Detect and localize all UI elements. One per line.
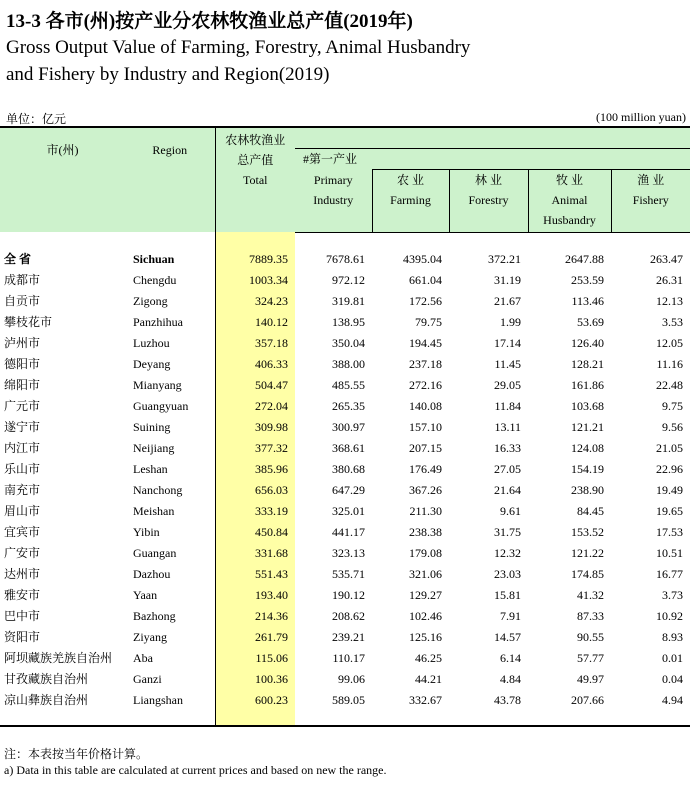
- cell-fishery: 10.92: [656, 608, 683, 623]
- cell-animal: 124.08: [571, 440, 604, 455]
- cell-forestry: 43.78: [494, 692, 521, 707]
- cell-cn: 攀枝花市: [4, 314, 53, 329]
- cell-farming: 179.08: [409, 545, 442, 560]
- cell-farming: 102.46: [409, 608, 442, 623]
- cell-total: 377.32: [215, 438, 295, 459]
- cell-forestry: 6.14: [500, 650, 521, 665]
- header-total: [215, 127, 295, 232]
- blank-cell: [611, 711, 690, 726]
- cell-farming: 140.08: [409, 398, 442, 413]
- cell-primary: 380.68: [332, 461, 365, 476]
- cell-forestry: 29.05: [494, 377, 521, 392]
- cell-total: 333.19: [215, 501, 295, 522]
- cell-farming: 125.16: [409, 629, 442, 644]
- cell-primary: 972.12: [332, 272, 365, 287]
- cell-en: Chengdu: [133, 272, 177, 287]
- cell-primary: 7678.61: [326, 251, 365, 266]
- header-primary: [295, 170, 372, 233]
- table-row: [0, 627, 690, 648]
- cell-animal: 113.46: [571, 293, 604, 308]
- cell-farming: 44.21: [415, 671, 442, 686]
- table-title-en-line1: Gross Output Value of Farming, Forestry, Animal Husbandry: [6, 37, 471, 58]
- cell-farming: 321.06: [409, 566, 442, 581]
- cell-animal: 154.19: [571, 461, 604, 476]
- header-primary-group-label: #第一产业: [303, 152, 358, 166]
- blank-cell: [125, 232, 215, 249]
- cell-fishery: 12.13: [656, 293, 683, 308]
- table-row: [0, 354, 690, 375]
- cell-forestry: 7.91: [500, 608, 521, 623]
- cell-primary: 441.17: [332, 524, 365, 539]
- cell-forestry: 16.33: [494, 440, 521, 455]
- table-row: [0, 417, 690, 438]
- cell-cn: 遂宁市: [4, 419, 41, 434]
- table-row: [0, 606, 690, 627]
- cell-fishery: 0.04: [662, 671, 683, 686]
- footnote-en: a) Data in this table are calculated at current prices and based on new the range.: [4, 763, 387, 777]
- cell-en: Ganzi: [133, 671, 162, 686]
- cell-forestry: 21.64: [494, 482, 521, 497]
- cell-total: 406.33: [215, 354, 295, 375]
- cell-forestry: 9.61: [500, 503, 521, 518]
- cell-en: Yibin: [133, 524, 160, 539]
- header-fishery: [611, 170, 690, 233]
- header-forestry: [449, 170, 528, 233]
- cell-animal: 121.22: [571, 545, 604, 560]
- header-forestry-cn: 林 业: [474, 173, 502, 187]
- cell-en: Neijiang: [133, 440, 175, 455]
- cell-total: 357.18: [215, 333, 295, 354]
- cell-cn: 成都市: [4, 272, 41, 287]
- cell-forestry: 15.81: [494, 587, 521, 602]
- cell-fishery: 10.51: [656, 545, 683, 560]
- cell-total: 100.36: [215, 669, 295, 690]
- blank-cell: [0, 711, 125, 726]
- cell-farming: 194.45: [409, 335, 442, 350]
- cell-cn: 阿坝藏族羌族自治州: [4, 650, 113, 665]
- cell-farming: 207.15: [409, 440, 442, 455]
- unit-label-en: (100 million yuan): [596, 110, 686, 124]
- spacer-row: [0, 232, 690, 249]
- cell-total: 115.06: [215, 648, 295, 669]
- cell-animal: 153.52: [571, 524, 604, 539]
- cell-animal: 174.85: [571, 566, 604, 581]
- header-animal-cn: 牧 业: [555, 173, 583, 187]
- blank-cell: [215, 232, 295, 249]
- cell-primary: 110.17: [332, 650, 365, 665]
- cell-en: Guangan: [133, 545, 177, 560]
- cell-cn: 乐山市: [4, 461, 41, 476]
- cell-en: Yaan: [133, 587, 158, 602]
- cell-forestry: 31.75: [494, 524, 521, 539]
- cell-primary: 647.29: [332, 482, 365, 497]
- cell-fishery: 19.49: [656, 482, 683, 497]
- cell-animal: 57.77: [577, 650, 604, 665]
- blank-cell: [611, 232, 690, 249]
- table-title-en-line2: and Fishery by Industry and Region(2019): [6, 64, 330, 85]
- header-animal: [528, 170, 611, 233]
- cell-total: 1003.34: [215, 270, 295, 291]
- blank-cell: [295, 711, 372, 726]
- cell-primary: 368.61: [332, 440, 365, 455]
- cell-fishery: 8.93: [662, 629, 683, 644]
- cell-total: 551.43: [215, 564, 295, 585]
- cell-fishery: 9.75: [662, 398, 683, 413]
- cell-fishery: 26.31: [656, 272, 683, 287]
- cell-fishery: 17.53: [656, 524, 683, 539]
- cell-en: Ziyang: [133, 629, 167, 644]
- cell-farming: 172.56: [409, 293, 442, 308]
- cell-animal: 253.59: [571, 272, 604, 287]
- cell-primary: 350.04: [332, 335, 365, 350]
- cell-primary: 388.00: [332, 356, 365, 371]
- table-row: [0, 648, 690, 669]
- cell-total: 272.04: [215, 396, 295, 417]
- cell-forestry: 21.67: [494, 293, 521, 308]
- table-row: [0, 690, 690, 711]
- cell-animal: 49.97: [577, 671, 604, 686]
- cell-fishery: 19.65: [656, 503, 683, 518]
- cell-cn: 凉山彝族自治州: [4, 692, 89, 707]
- cell-forestry: 14.57: [494, 629, 521, 644]
- cell-cn: 自贡市: [4, 293, 41, 308]
- cell-primary: 190.12: [332, 587, 365, 602]
- cell-forestry: 372.21: [488, 251, 521, 266]
- cell-fishery: 3.73: [662, 587, 683, 602]
- cell-total: 193.40: [215, 585, 295, 606]
- header-farming-en: Farming: [390, 193, 431, 207]
- cell-total: 450.84: [215, 522, 295, 543]
- cell-cn: 广安市: [4, 545, 41, 560]
- cell-fishery: 22.48: [656, 377, 683, 392]
- blank-cell: [372, 711, 449, 726]
- cell-forestry: 4.84: [500, 671, 521, 686]
- blank-cell: [449, 711, 528, 726]
- cell-primary: 99.06: [338, 671, 365, 686]
- cell-farming: 79.75: [415, 314, 442, 329]
- header-animal-en-line1: Animal: [551, 193, 588, 207]
- header-region: [125, 127, 215, 232]
- header-total-cn-line2: 总产值: [237, 153, 274, 167]
- cell-animal: 121.21: [571, 419, 604, 434]
- cell-fishery: 4.94: [662, 692, 683, 707]
- table-row: [0, 543, 690, 564]
- cell-farming: 4395.04: [403, 251, 442, 266]
- cell-fishery: 16.77: [656, 566, 683, 581]
- cell-en: Deyang: [133, 356, 171, 371]
- cell-fishery: 22.96: [656, 461, 683, 476]
- cell-farming: 238.38: [409, 524, 442, 539]
- header-primary-en-line1: Primary: [313, 172, 353, 187]
- table-row: [0, 312, 690, 333]
- cell-cn: 达州市: [4, 566, 41, 581]
- table-row: [0, 438, 690, 459]
- output-value-table: [0, 126, 690, 727]
- cell-farming: 272.16: [409, 377, 442, 392]
- cell-primary: 485.55: [332, 377, 365, 392]
- cell-en: Luzhou: [133, 335, 170, 350]
- cell-forestry: 23.03: [494, 566, 521, 581]
- cell-fishery: 11.16: [656, 356, 683, 371]
- table-row: [0, 501, 690, 522]
- cell-farming: 661.04: [409, 272, 442, 287]
- cell-primary: 535.71: [332, 566, 365, 581]
- cell-cn: 南充市: [4, 482, 41, 497]
- cell-total: 504.47: [215, 375, 295, 396]
- table-title-cn: 13-3 各市(州)按产业分农林牧渔业总产值(2019年): [6, 11, 413, 32]
- cell-en: Liangshan: [133, 692, 183, 707]
- blank-cell: [0, 232, 125, 249]
- cell-primary: 319.81: [332, 293, 365, 308]
- cell-en: Meishan: [133, 503, 175, 518]
- header-fishery-en: Fishery: [632, 193, 669, 207]
- header-farming-cn: 农 业: [396, 173, 424, 187]
- table-row: [0, 270, 690, 291]
- cell-total: 331.68: [215, 543, 295, 564]
- blank-cell: [449, 232, 528, 249]
- table-row: [0, 669, 690, 690]
- cell-total: 656.03: [215, 480, 295, 501]
- header-animal-en-line2: Husbandry: [543, 213, 596, 227]
- cell-fishery: 12.05: [656, 335, 683, 350]
- blank-cell: [215, 711, 295, 726]
- cell-total: 324.23: [215, 291, 295, 312]
- cell-farming: 176.49: [409, 461, 442, 476]
- table-row: [0, 480, 690, 501]
- cell-forestry: 13.11: [494, 419, 521, 434]
- cell-cn: 雅安市: [4, 587, 41, 602]
- cell-en: Suining: [133, 419, 171, 434]
- cell-animal: 126.40: [571, 335, 604, 350]
- cell-forestry: 17.14: [494, 335, 521, 350]
- cell-en: Mianyang: [133, 377, 182, 392]
- cell-en: Sichuan: [133, 251, 175, 266]
- cell-animal: 90.55: [577, 629, 604, 644]
- header-primary-en-line2: Industry: [313, 192, 354, 207]
- unit-label-cn: 单位：亿元: [6, 112, 67, 126]
- cell-total: 214.36: [215, 606, 295, 627]
- header-top-blank: [295, 127, 690, 149]
- header-total-cn-line1: 农林牧渔业: [225, 133, 286, 147]
- cell-cn: 巴中市: [4, 608, 41, 623]
- cell-farming: 46.25: [415, 650, 442, 665]
- table-row: [0, 333, 690, 354]
- cell-farming: 129.27: [409, 587, 442, 602]
- table-row: [0, 522, 690, 543]
- header-city-cn: [0, 127, 125, 232]
- cell-forestry: 31.19: [494, 272, 521, 287]
- cell-animal: 128.21: [571, 356, 604, 371]
- cell-fishery: 3.53: [662, 314, 683, 329]
- cell-cn: 资阳市: [4, 629, 41, 644]
- cell-animal: 87.33: [577, 608, 604, 623]
- cell-cn: 泸州市: [4, 335, 41, 350]
- cell-fishery: 263.47: [650, 251, 683, 266]
- cell-animal: 103.68: [571, 398, 604, 413]
- cell-en: Dazhou: [133, 566, 171, 581]
- cell-total: 261.79: [215, 627, 295, 648]
- cell-en: Guangyuan: [133, 398, 189, 413]
- table-row: [0, 375, 690, 396]
- table-row: [0, 249, 690, 270]
- cell-en: Bazhong: [133, 608, 176, 623]
- cell-cn: 眉山市: [4, 503, 41, 518]
- table-row: [0, 291, 690, 312]
- cell-forestry: 27.05: [494, 461, 521, 476]
- header-total-en: Total: [243, 173, 268, 187]
- blank-cell: [528, 711, 611, 726]
- cell-primary: 239.21: [332, 629, 365, 644]
- table-body: [0, 232, 690, 726]
- cell-cn: 内江市: [4, 440, 41, 455]
- cell-primary: 208.62: [332, 608, 365, 623]
- cell-primary: 265.35: [332, 398, 365, 413]
- cell-farming: 367.26: [409, 482, 442, 497]
- cell-forestry: 12.32: [494, 545, 521, 560]
- cell-forestry: 11.84: [494, 398, 521, 413]
- header-row-1: [0, 127, 690, 149]
- bottom-pad-row: [0, 711, 690, 726]
- cell-en: Nanchong: [133, 482, 183, 497]
- header-city-cn-label: 市(州): [46, 143, 79, 157]
- cell-primary: 138.95: [332, 314, 365, 329]
- cell-en: Leshan: [133, 461, 168, 476]
- cell-animal: 161.86: [571, 377, 604, 392]
- cell-en: Panzhihua: [133, 314, 183, 329]
- header-forestry-en: Forestry: [468, 193, 509, 207]
- cell-total: 140.12: [215, 312, 295, 333]
- cell-cn: 甘孜藏族自治州: [4, 671, 89, 686]
- cell-primary: 300.97: [332, 419, 365, 434]
- cell-animal: 2647.88: [565, 251, 604, 266]
- cell-animal: 84.45: [577, 503, 604, 518]
- cell-fishery: 21.05: [656, 440, 683, 455]
- header-region-label: Region: [152, 143, 188, 157]
- header-farming: [372, 170, 449, 233]
- cell-cn: 德阳市: [4, 356, 41, 371]
- cell-primary: 325.01: [332, 503, 365, 518]
- cell-farming: 157.10: [409, 419, 442, 434]
- footnote-cn: 注：本表按当年价格计算。: [4, 747, 149, 761]
- table-row: [0, 396, 690, 417]
- cell-animal: 53.69: [577, 314, 604, 329]
- cell-animal: 41.32: [577, 587, 604, 602]
- cell-en: Aba: [133, 650, 153, 665]
- cell-fishery: 0.01: [662, 650, 683, 665]
- cell-en: Zigong: [133, 293, 168, 308]
- cell-forestry: 11.45: [494, 356, 521, 371]
- cell-farming: 237.18: [409, 356, 442, 371]
- blank-cell: [528, 232, 611, 249]
- blank-cell: [372, 232, 449, 249]
- cell-animal: 238.90: [571, 482, 604, 497]
- cell-forestry: 1.99: [500, 314, 521, 329]
- blank-cell: [125, 711, 215, 726]
- cell-total: 600.23: [215, 690, 295, 711]
- cell-primary: 323.13: [332, 545, 365, 560]
- table-row: [0, 585, 690, 606]
- cell-farming: 211.30: [409, 503, 442, 518]
- cell-farming: 332.67: [409, 692, 442, 707]
- cell-cn: 绵阳市: [4, 377, 41, 392]
- blank-cell: [295, 232, 372, 249]
- cell-fishery: 9.56: [662, 419, 683, 434]
- cell-cn: 广元市: [4, 398, 41, 413]
- cell-total: 7889.35: [215, 249, 295, 270]
- cell-animal: 207.66: [571, 692, 604, 707]
- cell-total: 309.98: [215, 417, 295, 438]
- header-fishery-cn: 渔 业: [637, 173, 665, 187]
- header-primary-group: [295, 149, 690, 170]
- table-row: [0, 459, 690, 480]
- cell-total: 385.96: [215, 459, 295, 480]
- cell-primary: 589.05: [332, 692, 365, 707]
- cell-cn: 全 省: [4, 251, 32, 266]
- table-row: [0, 564, 690, 585]
- cell-cn: 宜宾市: [4, 524, 41, 539]
